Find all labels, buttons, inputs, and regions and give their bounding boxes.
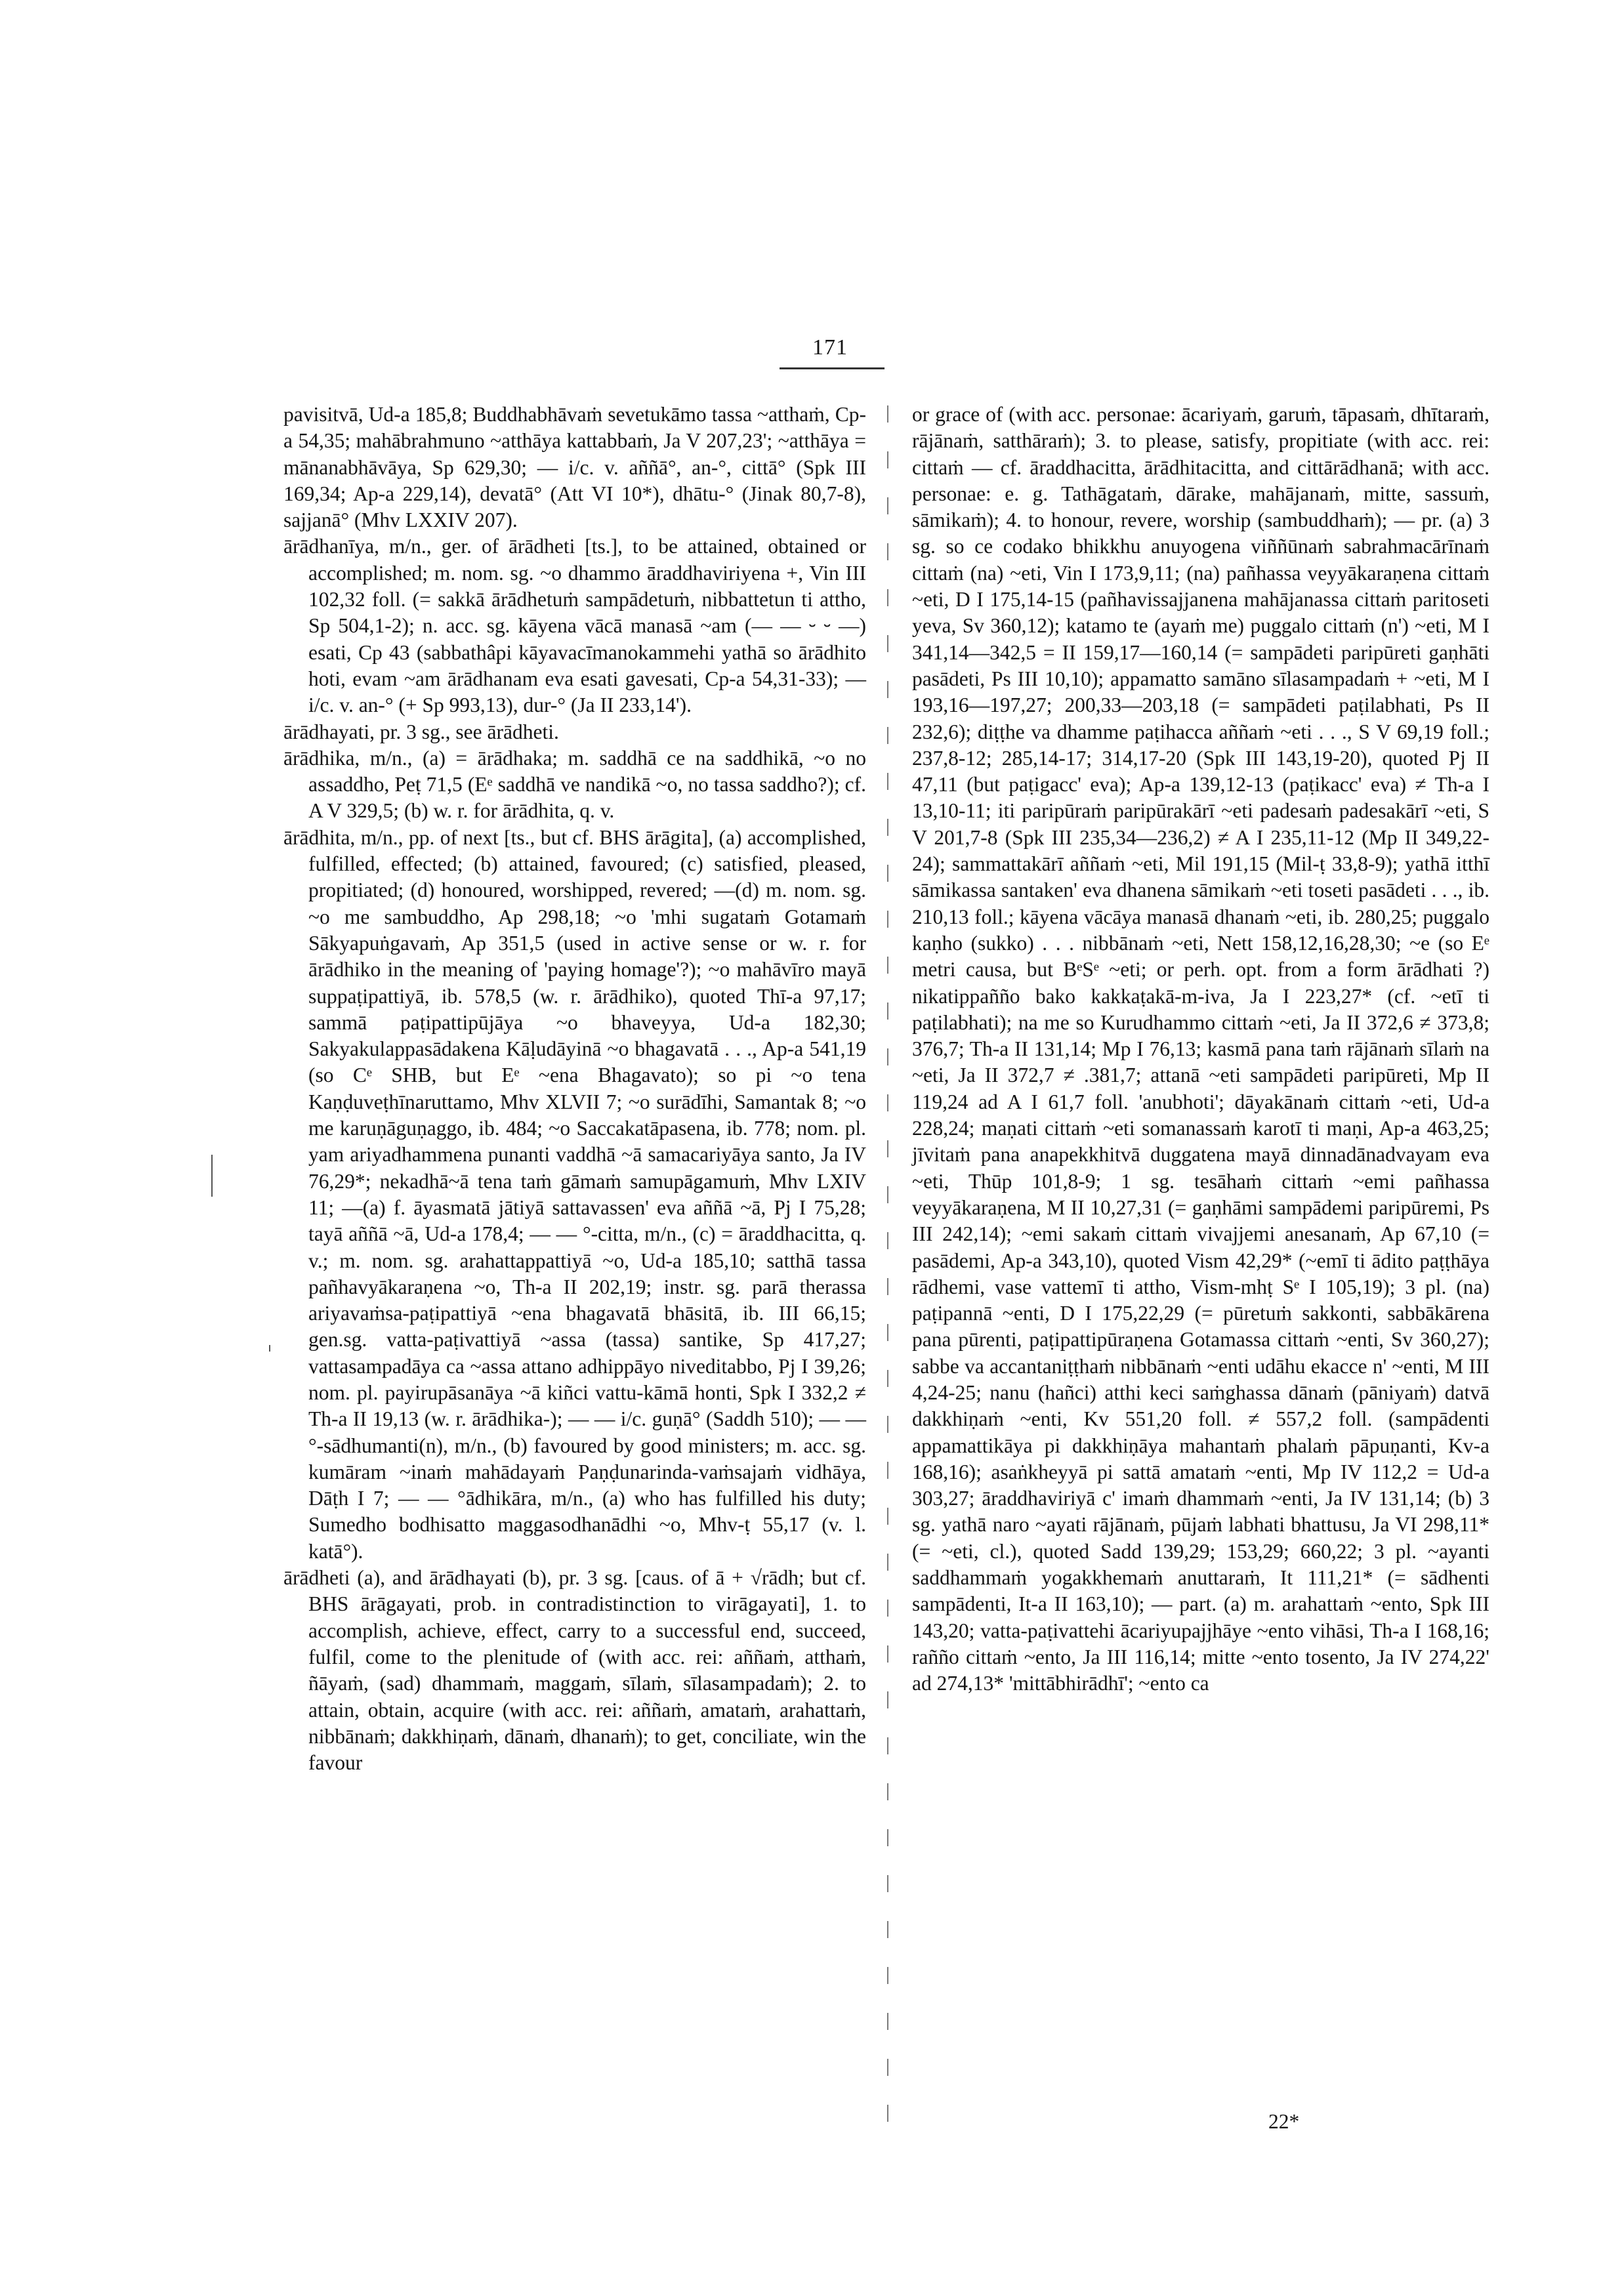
entry-aradhita: ārādhita, m/n., pp. of next [ts., but cf. BHS ārāgita], (a) accomplished, fulfilled, effected; (b) attained, favoured; (c) satisfied, pleased, propitiated; (d) honoured, worshipped, revered; —(d) m. nom. sg. ~o me sambuddho, Ap 298,18; ~o 'mhi sugataṁ Gotamaṁ Sākyapuṅgavaṁ, Ap 351,5 (used in active sense or w. r. for ārādhiko in the meaning of 'paying homage'?); ~o mahāvīro mayā suppaṭipattiyā, ib. 578,5 (w. r. ārādhiko), quoted Thī-a 97,17; sammā paṭipattipūjāya ~o bhaveyya, Ud-a 182,30; Sakyakulappasādakena Kāḷudāyinā ~o bhagavatā . . ., Ap-a 541,19 (so Cᵉ SHB, but Eᵉ ~ena Bhagavato); so pi ~o tena Kaṇḍuveṭhīnaruttamo, Mhv XLVII 7; ~o surādīhi, Samantak 8; ~o me karuṇāguṇaggo, ib. 484; ~o Saccakatāpasena, ib. 778; nom. pl. yam ariyadhammena punanti vaddhā ~ā samacariyāya santo, Ja IV 76,29*; nekadhā~ā tena taṁ gāmaṁ samupāgamuṁ, Mhv LXIV 11; —(a) f. āyasmatā jātiyā sattavassen' eva aññā ~ā, Pj I 75,28; tayā aññā ~ā, Ud-a 178,4; — — °-citta, m/n., (c) = āraddhacitta, q. v.; m. nom. sg. arahattappattiyā ~o, Ud-a 185,10; satthā tassa pañhavyākaraṇena ~o, Th-a II 202,19; instr. sg. parā therassa ariyavaṁsa-paṭipattiyā ~ena bhagavatā bhāsitā, ib. III 66,15; gen.sg. vatta-paṭivattiyā ~assa (tassa) santike, Sp 417,27; vattasampadāya ca ~assa attano adhippāyo niveditabbo, Pj I 39,26; nom. pl. payirupāsanāya ~ā kiñci vattu-kāmā honti, Spk I 332,2 ≠ Th-a II 19,13 (w. r. ārādhika-); — — i/c. guṇā° (Saddh 510); — — °-sādhumanti(n), m/n., (b) favoured by good ministers; m. acc. sg. kumāram ~inaṁ mahādayaṁ Paṇḍunarinda-vaṁsajaṁ vidhāya, Dāṭh I 7; — — °ādhikāra, m/n., (a) who has fulfilled his duty; Sumedho bodhisatto maggasodhanādhi ~o, Mhv-ṭ 55,17 (v. l. katā°). (283, 825, 866, 1563)
entry-aradheti: ārādheti (a), and ārādhayati (b), pr. 3 sg. [caus. of ā + √rādh; but cf. BHS ārāgayati, prob. in contradistinction to virāgayati], 1. to accomplish, achieve, effect, carry to a successful end, succeed, fulfil, come to the plenitude of (with acc. rei: aññaṁ, atthaṁ, ñāyaṁ, (sad) dhammaṁ, maggaṁ, sīlaṁ, sīlasampadaṁ); 2. to attain, obtain, acquire (with acc. rei: aññaṁ, amataṁ, arahattaṁ, nibbānaṁ; dakkhiṇaṁ, dānaṁ, dhanaṁ); to get, conciliate, win the favour (283, 1566, 866, 1775)
entry-continuation: pavisitvā, Ud-a 185,8; Buddhabhāvaṁ sevetukāmo tassa ~atthaṁ, Cp-a 54,35; mahābrahmuno ~atthāya kattabbaṁ, Ja V 207,23'; ~atthāya = mānanabhāvāya, Sp 629,30; — i/c. v. aññā°, an-°, cittā° (Spk III 169,34; Ap-a 229,14), devatā° (Att VI 10*), dhātu-° (Jinak 80,7-8), sajjanā° (Mhv LXXIV 207). (283, 403, 866, 532)
right-column (912, 402, 1489, 1697)
entry-aradheti-continued: or grace of (with acc. personae: ācariyaṁ, garuṁ, tāpasaṁ, dhītaraṁ, rājānaṁ, satthāraṁ); 3. to please, satisfy, propitiate (with acc. rei: cittaṁ — cf. āraddhacitta, ārādhitacitta, and cittārādhanā; with acc. personae: e. g. Tathāgataṁ, dārake, mahājanaṁ, mitte, sassuṁ, sāmikaṁ); 4. to honour, revere, worship (sambuddhaṁ); — pr. (a) 3 sg. so ce codako bhikkhu anuyogena viññūnaṁ sabrahmacārīnaṁ cittaṁ (na) ~eti, Vin I 173,9,11; (na) pañhassa veyyākaraṇena cittaṁ ~eti, D I 175,14-15 (pañhavissajjanena mahājanassa cittaṁ paritoseti yeva, Sv 360,12); katamo te (ayaṁ me) puggalo cittaṁ (n') ~eti, M I 341,14—342,5 = II 159,17—160,14 (= sampādeti paripūreti gaṇhāti pasādeti, Ps III 10,10); appamatto samāno sīlasampadaṁ + ~eti, M I 193,16—197,27; 200,33—203,18 (= sampādeti paṭilabhati, Ps II 232,6); diṭṭhe va dhamme paṭihacca aññaṁ ~eti . . ., S V 69,19 foll.; 237,8-12; 285,14-17; 314,17-20 (Spk III 143,19-20), quoted Pj II 47,11 (but paṭigacc' eva); Ap-a 139,12-13 (paṭikacc' eva) ≠ Th-a I 13,10-11; iti paripūraṁ paripūrakārī ~eti padesaṁ padesakārī ~eti, S V 201,7-8 (Spk III 235,34—236,2) ≠ A I 235,11-12 (Mp II 349,22-24); sammattakārī aññaṁ ~eti, Mil 191,15 (Mil-ṭ 33,8-9); yathā itthī sāmikassa santaken' eva dhanena sāmikaṁ ~eti toseti pasādeti . . ., ib. 210,13 foll.; kāyena vācāya manasā dhanaṁ ~eti, ib. 280,25; puggalo kaṇho (sukko) . . . nibbānaṁ ~eti, Nett 158,12,16,28,30; ~e (so Eᵉ metri causa, but BᵉSᵉ ~eti; or perh. opt. from a form ārādhati ?) nikatippañño bako kakkaṭakā-m-iva, Ja I 223,27* (cf. ~etī ti paṭilabhati); na me so Kurudhammo cittaṁ ~eti, Ja II 372,6 ≠ 373,8; 376,7; Th-a II 131,14; Mp I 76,13; kasmā pana taṁ rājānaṁ sīlaṁ na ~eti, Ja II 372,7 ≠ .381,7; attanā ~eti sampādeti paripūreti, Mp II 119,24 ad A I 61,7 foll. 'anubhoti'; dāyakānaṁ cittaṁ ~eti, Ud-a 228,24; maṇati cittaṁ ~eti somanassaṁ karotī ti maṇi, Ap-a 463,25; jīvitaṁ pana anapekkhitvā duggatena mayā dinnadānadvayam eva ~eti, Thūp 101,8-9; 1 sg. tesāhaṁ cittaṁ ~emi pañhassa veyyākaraṇena, M II 10,27,31 (= gaṇhāmi sampādemi paripūremi, Ps III 242,14); ~emi sakaṁ cittaṁ vivajjemi anesanaṁ, Ap 67,10 (= pasādemi, Ap-a 343,10), quoted Vism 42,29* (~emī ti ādito paṭṭhāya rādhemi, vase vattemī ti attho, Vism-mhṭ Sᵉ I 105,19); 3 pl. (na) paṭipannā ~enti, D I 175,22,29 (= pūretuṁ sakkonti, sabbākārena pana pūrenti, paṭipattipūraṇena Gotamassa cittaṁ ~enti, Sv 360,27); sabbe va accantaniṭṭhaṁ nibbānaṁ ~enti udāhu ekacce n' ~enti, M III 4,24-25; nanu (hañci) atthi keci saṁghassa dānaṁ (pāniyaṁ) datvā dakkhiṇaṁ ~enti, Kv 551,20 foll. ≠ 557,2 foll. (sampādenti appamattikāya pi dakkhiṇāya mahantaṁ phalaṁ pāpuṇanti, Kv-a 168,16); asaṅkheyyā pi sattā amataṁ ~enti, Mp IV 112,2 = Ud-a 303,27; āraddhaviriyā c' imaṁ dhammaṁ ~enti, Ja IV 131,14; (b) 3 sg. yathā naro ~ayati rājānaṁ, pūjaṁ labhati bhattusu, Ja VI 298,11* (= ~eti, cl.), quoted Sadd 139,29; 153,29; 660,22; 3 pl. ~ayanti saddhammaṁ yogakkhemaṁ anuttaraṁ, It 111,21* (= sādhenti sampādenti, It-a II 163,10); — part. (a) m. arahattaṁ ~ento, Spk III 143,20; vatta-paṭivattehi ācariyupajjhāye ~ento vihāsi, Th-a I 168,16; rañño cittaṁ ~ento, Ja III 116,14; mitte ~ento tosento, Ja IV 274,22' ad 274,13* 'mittābhirādhī'; ~ento ca (912, 403, 1489, 1695)
page-number: 171 (812, 335, 848, 360)
entry-aradhayati: ārādhayati, pr. 3 sg., see ārādheti. (283, 720, 559, 743)
signature-mark: 22* (1268, 2110, 1300, 2133)
left-column (283, 402, 866, 1776)
margin-dot (269, 1345, 270, 1352)
page-number-rule (780, 367, 885, 369)
entry-aradhaniya: ārādhanīya, m/n., ger. of ārādheti [ts.], to be attained, obtained or accomplished; m. nom. sg. ~o dhammo āraddhaviriyena +, Vin III 102,32 foll. (= sakkā ārādhetuṁ sampādetuṁ, nibbattetun ti attho, Sp 504,1-2); n. acc. sg. kāyena vācā manasā ~am (— — ⏑ ⏑ —) esati, Cp 43 (sabbathâpi kāyavacīmanokammehi yathā so ārādhito hoti, evam ~am ārādhanam eva esati gavesati, Cp-a 54,31-33); — i/c. v. an-° (+ Sp 993,13), dur-° (Ja II 233,14'). (283, 535, 866, 717)
margin-mark (211, 1155, 213, 1197)
column-divider (887, 405, 888, 2147)
entry-aradhika: ārādhika, m/n., (a) = ārādhaka; m. saddhā ce na saddhikā, ~o no assaddho, Peṭ 71,5 (Eᵉ saddhā ve nandikā ~o, no tassa saddho?); cf. A V 329,5; (b) w. r. for ārādhita, q. v. (283, 746, 866, 823)
